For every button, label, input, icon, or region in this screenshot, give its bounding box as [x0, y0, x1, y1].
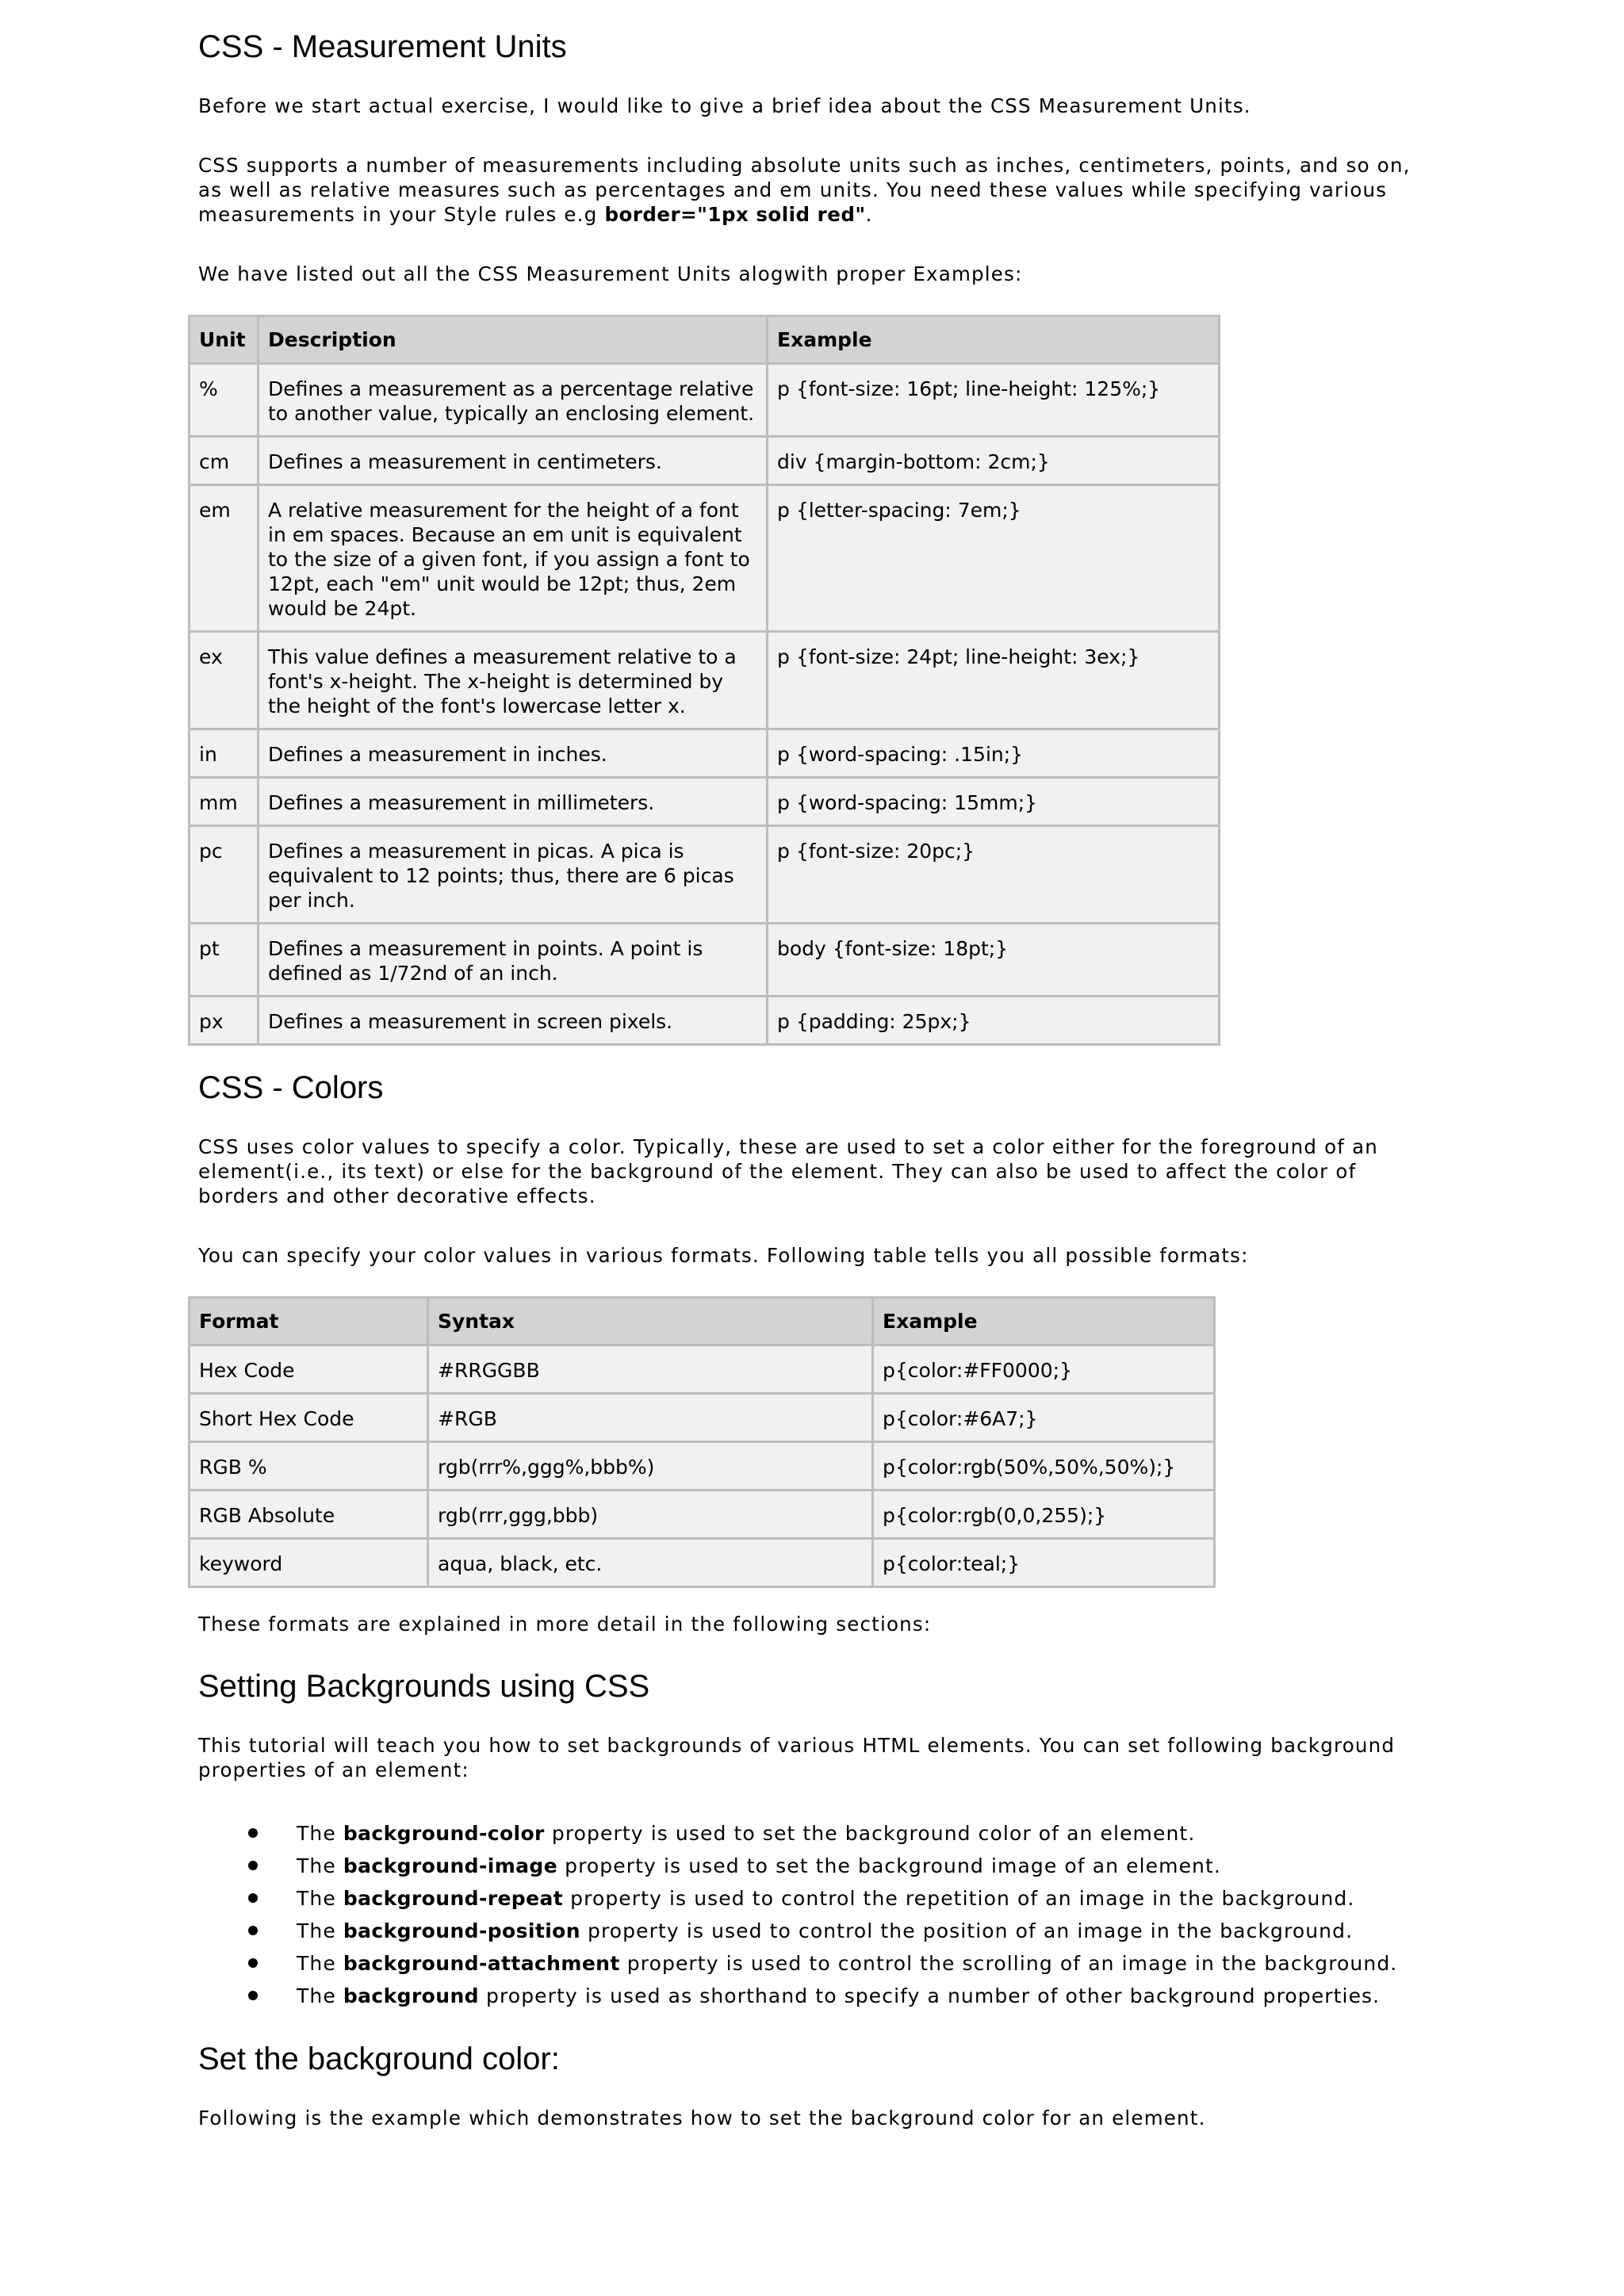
description-cell: Defines a measurement in screen pixels. [259, 997, 768, 1045]
list-item-text: The [297, 1822, 343, 1845]
list-item [198, 1915, 1437, 1947]
list-item-text: property is used to control the position of an image in the background. [580, 1919, 1354, 1942]
example-cell: p {word-spacing: 15mm;} [768, 778, 1220, 826]
table-row [190, 997, 1220, 1045]
unit-cell: % [190, 364, 259, 437]
format-cell: keyword [190, 1539, 428, 1587]
description-cell: Defines a measurement in picas. A pica is equivalent to 12 points; thus, there are 6 picas per inch. [259, 826, 768, 924]
measurement-paragraph [198, 153, 1437, 227]
format-cell: Hex Code [190, 1345, 428, 1394]
example-cell: p {word-spacing: .15in;} [768, 729, 1220, 778]
example-cell: p{color:#6A7;} [873, 1394, 1215, 1442]
list-item-text: The [297, 1887, 343, 1910]
color-formats-intro: You can specify your color values in various formats. Following table tells you all possible formats: [198, 1244, 1249, 1267]
format-cell: RGB % [190, 1442, 428, 1490]
example-cell: p{color:rgb(0,0,255);} [873, 1490, 1215, 1539]
units-list-intro: We have listed out all the CSS Measurement Units alogwith proper Examples: [198, 262, 1023, 285]
section-title-backgrounds: Setting Backgrounds using CSS [198, 1669, 650, 1704]
table-row [190, 778, 1220, 826]
list-item [198, 1850, 1437, 1882]
bullet-icon [248, 1893, 258, 1903]
property-name: background-color [343, 1822, 545, 1845]
example-cell: p {font-size: 24pt; line-height: 3ex;} [768, 632, 1220, 729]
unit-cell: mm [190, 778, 259, 826]
intro-paragraph: Before we start actual exercise, I would like to give a brief idea about the CSS Measurement Units. [198, 94, 1251, 117]
measurement-units-table [188, 315, 1220, 1046]
table-row [190, 485, 1220, 632]
table-row [190, 632, 1220, 729]
property-name: background-attachment [343, 1952, 620, 1975]
bullet-icon [248, 1926, 258, 1935]
table-header-row [190, 1298, 1215, 1345]
section-title-colors: CSS - Colors [198, 1070, 384, 1105]
unit-cell: cm [190, 437, 259, 485]
example-cell: div {margin-bottom: 2cm;} [768, 437, 1220, 485]
bullet-icon [248, 1958, 258, 1968]
background-properties-list [198, 1817, 1437, 2012]
bullet-icon [248, 1861, 258, 1870]
list-item-text: The [297, 1919, 343, 1942]
example-cell: body {font-size: 18pt;} [768, 924, 1220, 997]
section-title-background-color: Set the background color: [198, 2042, 560, 2076]
example-cell: p {letter-spacing: 7em;} [768, 485, 1220, 632]
list-item-text: property is used as shorthand to specify a number of other background properties. [478, 1984, 1381, 2007]
background-color-paragraph: Following is the example which demonstrates how to set the background color for an element. [198, 2107, 1206, 2130]
list-item [198, 1947, 1437, 1980]
example-cell: p{color:rgb(50%,50%,50%);} [873, 1442, 1215, 1490]
column-header-example: Example [768, 316, 1220, 364]
unit-cell: em [190, 485, 259, 632]
unit-cell: px [190, 997, 259, 1045]
syntax-cell: rgb(rrr,ggg,bbb) [428, 1490, 873, 1539]
property-name: background-image [343, 1854, 558, 1877]
unit-cell: in [190, 729, 259, 778]
color-formats-table [188, 1296, 1216, 1588]
column-header-example: Example [873, 1298, 1215, 1345]
list-item-text: The [297, 1854, 343, 1877]
description-cell: A relative measurement for the height of a font in em spaces. Because an em unit is equivalent to the size of a given font, if you assign a font to 12pt, each "em" unit would be 12pt; thus, 2em would be 24pt. [259, 485, 768, 632]
example-cell: p{color:teal;} [873, 1539, 1215, 1587]
unit-cell: pc [190, 826, 259, 924]
format-cell: Short Hex Code [190, 1394, 428, 1442]
bullet-icon [248, 1828, 258, 1838]
syntax-cell: #RGB [428, 1394, 873, 1442]
example-cell: p {font-size: 20pc;} [768, 826, 1220, 924]
table-row [190, 1345, 1215, 1394]
example-cell: p{color:#FF0000;} [873, 1345, 1215, 1394]
list-item-text: property is used to control the scrolling of an image in the background. [619, 1952, 1398, 1975]
colors-paragraph: CSS uses color values to specify a color. Typically, these are used to set a color either for the foreground of an element(i.e., its text) or else for the background of the element. They can also be used to affect the color of borders and other decorative effects. [198, 1135, 1379, 1207]
description-cell: This value defines a measurement relative to a font's x-height. The x-height is determined by the height of the font's lowercase letter x. [259, 632, 768, 729]
table-row [190, 437, 1220, 485]
list-item [198, 1882, 1437, 1915]
description-cell: Defines a measurement in millimeters. [259, 778, 768, 826]
syntax-cell: aqua, black, etc. [428, 1539, 873, 1587]
list-item-text: property is used to control the repetition of an image in the background. [563, 1887, 1355, 1910]
example-cell: p {font-size: 16pt; line-height: 125%;} [768, 364, 1220, 437]
bullet-icon [248, 1991, 258, 2000]
table-header-row [190, 316, 1220, 364]
property-name: background [343, 1984, 479, 2007]
formats-followup-paragraph: These formats are explained in more detail in the following sections: [198, 1613, 932, 1636]
table-row [190, 1539, 1215, 1587]
unit-cell: pt [190, 924, 259, 997]
column-header-unit: Unit [190, 316, 259, 364]
table-row [190, 729, 1220, 778]
column-header-format: Format [190, 1298, 428, 1345]
description-cell: Defines a measurement in points. A point is defined as 1/72nd of an inch. [259, 924, 768, 997]
table-row [190, 1490, 1215, 1539]
section-title-measurement-units: CSS - Measurement Units [198, 29, 567, 64]
format-cell: RGB Absolute [190, 1490, 428, 1539]
property-name: background-position [343, 1919, 580, 1942]
list-item [198, 1817, 1437, 1850]
list-item [198, 1980, 1437, 2012]
measurement-paragraph-end: . [865, 203, 873, 226]
measurement-paragraph-text: CSS supports a number of measurements including absolute units such as inches, centimeters, points, and so on, as well as relative measures such as percentages and em units. You need these values while specifying various measurements in your Style rules e.g [198, 154, 1411, 226]
description-cell: Defines a measurement as a percentage relative to another value, typically an enclosing element. [259, 364, 768, 437]
example-cell: p {padding: 25px;} [768, 997, 1220, 1045]
backgrounds-paragraph: This tutorial will teach you how to set backgrounds of various HTML elements. You can set following background properties of an element: [198, 1734, 1396, 1781]
document-page [198, 29, 1437, 2165]
description-cell: Defines a measurement in inches. [259, 729, 768, 778]
table-row [190, 1394, 1215, 1442]
syntax-cell: rgb(rrr%,ggg%,bbb%) [428, 1442, 873, 1490]
list-item-text: property is used to set the background color of an element. [544, 1822, 1196, 1845]
list-item-text: The [297, 1984, 343, 2007]
table-row [190, 364, 1220, 437]
column-header-syntax: Syntax [428, 1298, 873, 1345]
table-row [190, 1442, 1215, 1490]
unit-cell: ex [190, 632, 259, 729]
table-row [190, 826, 1220, 924]
border-example-code: border="1px solid red" [604, 203, 866, 226]
list-item-text: The [297, 1952, 343, 1975]
table-row [190, 924, 1220, 997]
description-cell: Defines a measurement in centimeters. [259, 437, 768, 485]
syntax-cell: #RRGGBB [428, 1345, 873, 1394]
column-header-description: Description [259, 316, 768, 364]
list-item-text: property is used to set the background image of an element. [557, 1854, 1221, 1877]
property-name: background-repeat [343, 1887, 564, 1910]
